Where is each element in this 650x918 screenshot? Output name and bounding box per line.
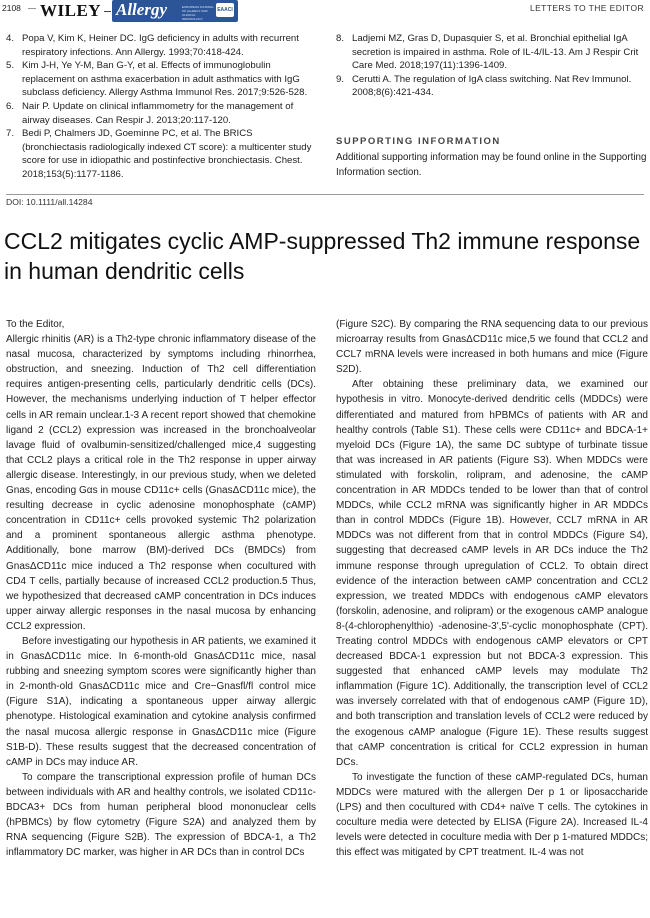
body-paragraph: To compare the transcriptional expression profile of human DCs between individuals with AR and healthy controls, we isolated CD11c-BDCA3+ DCs from human peripheral blood mononuclear cells (hPBMCs) by flow cytometry (Figure S2A) and analyzed them by RNA sequencing (Figure S2B). The expression of BDCA-1, a Th2 inflammatory DC marker, was higher in AR DCs than in control DCs [6,771,316,859]
page-header [0,0,650,24]
body-paragraph: Allergic rhinitis (AR) is a Th2-type chronic inflammatory disease of the nasal mucosa, characterized by symptoms including rhinorrhea, obstruction, and sneezing. Induction of Th2 cell differentiation requires antigen-presenting cells, particularly dendritic cells (DCs). However, the mechanisms underlying induction of T helper effector cells in AR remain unclear.1-3 A recent report showed that chemokine ligand 2 (CCL2) expression was increased in the bronchoalveolar lavage fluid of ovalbumin-sensitized/challenged mice,4 suggesting that CCL2 plays a critical role in the Th2 response in upper airway allergic disease. Interestingly, in our previous study, when we deleted Gnas, encoding Gαs in mouse CD11c+ cells (GnasΔCD11c mice), the resulting decrease in cyclic adenosine monophosphate (cAMP) concentration in CD11c+ cells provoked systemic Th2 polarization and a prominent spontaneous allergic asthma phenotype. Additionally, bone marrow (BM)-derived DCs (BMDCs) from GnasΔCD11c mice induced a Th2 response when cocultured with CD4 T cells, partially because of increased CCL2 production.5 Thus, we hypothesized that decreased cAMP concentration in DCs induces upper airway allergic responses in the nasal mucosa by enhancing CCL2 expression. [6,334,316,632]
reference-list-right [336,32,646,100]
reference-list-left [6,32,318,182]
reference-item: 9. Cerutti A. The regulation of IgA class switching. Nat Rev Immunol. 2008;8(6):421-434. [336,73,632,99]
journal-subtitle: EUROPEAN JOURNAL OF ALLERGY AND CLINICAL IMMUNOLOGY [182,5,214,21]
logo-divider [104,11,111,12]
body-paragraph: (Figure S2C). By comparing the RNA sequencing data to our previous microarray results from GnasΔCD11c mice,5 we found that CCL2 and CCL7 mRNA levels were increased in both humans and mice (Figure S2D). [336,319,648,376]
reference-item: 7. Bedi P, Chalmers JD, Goeminne PC, et al. The BRICS (bronchiectasis radiologically indexed CT score): a multicenter study score for use in idiopathic and postinfective bronchiectasis. Chest. 2018;153(5):1177-1186. [6,128,312,180]
salutation: To the Editor, [6,319,65,330]
reference-item: 6. Nair P. Update on clinical inflammometry for the management of airway diseases. Can Respir J. 2013;20:117-120. [6,100,294,126]
society-logo: EAACI [216,3,234,17]
section-label: LETTERS TO THE EDITOR [529,3,644,13]
body-column-left [6,317,316,860]
body-paragraph: Before investigating our hypothesis in AR patients, we examined it in GnasΔCD11c mice. In 6-month-old GnasΔCD11c mice, nasal rubbing and sneezing symptom scores were significantly higher than in 2-month-old GnasΔCD11c mice and Cre−Gnasfl/fl control mice (Figure S1A), indicating a spontaneous upper airway allergic phenotype. Histological examination and cytokine analysis confirmed the nasal mucosa allergic response in GnasΔCD11c mice (Figure S1B-D). These results suggest that the decreased concentration of cAMP in DCs may induce AR. [6,635,316,768]
doi-link[interactable]: DOI: 10.1111/all.14284 [6,197,93,207]
reference-item: 8. Ladjemi MZ, Gras D, Dupasquier S, et al. Bronchial epithelial IgA secretion is impaired in asthma. Role of IL-4/IL-13. Am J Respir Crit Care Med. 2018;197(11):1396-1409. [336,33,639,72]
article-title: CCL2 mitigates cyclic AMP-suppressed Th2 immune response in human dendritic cells [4,228,641,284]
header-rule [28,8,36,9]
body-column-right [336,317,648,860]
page-number: 2108 [2,3,21,13]
publisher-logo: WILEY [40,1,102,20]
journal-logo [112,0,238,22]
supporting-info-heading: SUPPORTING INFORMATION [336,136,501,147]
supporting-info-text: Additional supporting information may be found online in the Supporting Information section. [336,152,647,178]
reference-item: 5. Kim J-H, Ye Y-M, Ban G-Y, et al. Effects of immunoglobulin replacement on asthma exacerbation in adult asthmatics with IgG subclass deficiency. Allergy Asthma Immunol Res. 2017;9:526-528. [6,60,308,99]
reference-item: 4. Popa V, Kim K, Heiner DC. IgG deficiency in adults with recurrent respiratory infections. Ann Allergy. 1993;70:418-424. [6,33,299,58]
journal-name: Allergy [116,0,167,19]
body-paragraph: To investigate the function of these cAMP-regulated DCs, human MDDCs were matured with the allergen Der p 1 or liposaccharide (LPS) and then cocultured with CD4+ naïve T cells. The cytokines in coculture media were detected by ELISA (Figure 2A). Increased IL-4 levels were detected in coculture media with Der p 1-matured MDDCs; this effect was mitigated by CPT treatment. IL-4 was not [336,771,648,859]
body-paragraph: After obtaining these preliminary data, we examined our hypothesis in vitro. Monocyte-derived dendritic cells (MDDCs) were differentiated and matured from hPBMCs of patients with AR and healthy controls (Table S1). These cells were CD11c+ and BDCA-1+ myeloid DCs (Figure 1A), the same DC subtype of turbinate tissue that was increased in AR patients (Figure S3). When MDDCs were stimulated with forskolin, rolipram, and adenosine, the cAMP concentration in AR MDDCs tended to be lower than that of control MDDCs, while CCL2 mRNA was significantly higher in AR MDDCs than in control MDDCs (Figure 1B). However, CCL7 mRNA in AR MDDCs was not different from that in control MDDCs (Figure S4), suggesting that decreased cAMP levels in AR DCs induce the Th2 immune response through upregulation of CCL2. To obtain direct evidence of the interaction between cAMP concentration and CCL2 expression, we treated MDDCs with endogenous cAMP elevators (forskolin, adenosine, and rolipram) or the exogenous cAMP analogue 8-(4-chlorophenylthio) -adenosine-3',5'-cyclic monophosphate (CPT). Treating control MDDCs with endogenous cAMP elevators or CPT decreased BDCA-1 expression but not BDCA-3 expression. This suggested that enhanced cAMP levels may modulate Th2 inflammation (Figure 1C). Additionally, the transcription level of CCL2 was inversely correlated with that of endogenous cAMP (Figure 1D), and both transcription and translation levels of CCL2 were reduced by the exogenous cAMP analogue (Figure 1E). These results suggest that cAMP concentration is critical for CCL2 expression in human DCs. [336,379,648,768]
doi-divider [6,194,644,195]
